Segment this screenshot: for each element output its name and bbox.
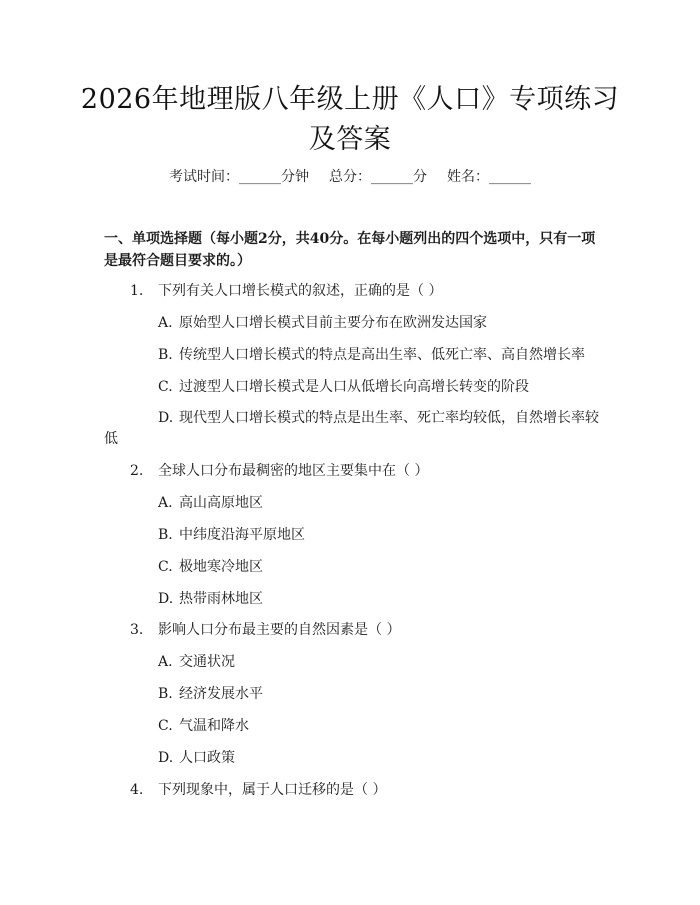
document-title-line2: 及答案 xyxy=(308,124,392,155)
section-heading-line2: 是最符合题目要求的。） xyxy=(104,253,251,269)
option-letter: B. xyxy=(158,527,173,543)
question-number: 1. xyxy=(130,283,144,299)
option-text: 中纬度沿海平原地区 xyxy=(179,527,305,543)
option-text: 交通状况 xyxy=(179,654,235,670)
option-letter: C. xyxy=(158,559,173,575)
question-text: 影响人口分布最主要的自然因素是（ ） xyxy=(158,622,401,638)
exam-meta-row xyxy=(0,166,700,188)
option-letter: A. xyxy=(158,654,173,670)
question-text: 下列现象中，属于人口迁移的是（ ） xyxy=(158,782,387,798)
option-text: 极地寒冷地区 xyxy=(179,559,263,575)
section-heading-line1: 一、单项选择题（每小题2分，共40分。在每小题列出的四个选项中，只有一项 xyxy=(104,231,596,247)
document-title-line1: 2026年地理版八年级上册《人口》专项练习 xyxy=(80,84,620,115)
option-letter: C. xyxy=(158,718,173,734)
option-text: 现代型人口增长模式的特点是出生率、死亡率均较低，自然增长率较 xyxy=(179,410,599,426)
question-number: 3. xyxy=(130,622,144,638)
option-text: 传统型人口增长模式的特点是高出生率、低死亡率、高自然增长率 xyxy=(179,347,585,363)
option-letter: B. xyxy=(158,686,173,702)
option-text: 原始型人口增长模式目前主要分布在欧洲发达国家 xyxy=(179,315,487,331)
option-text: 过渡型人口增长模式是人口从低增长向高增长转变的阶段 xyxy=(179,379,529,395)
option-letter: D. xyxy=(158,410,174,426)
exam-time-field: 考试时间：______分钟 xyxy=(169,169,309,185)
question-text: 全球人口分布最稠密的地区主要集中在（ ） xyxy=(158,463,429,479)
option-text: 经济发展水平 xyxy=(179,686,263,702)
option-letter: A. xyxy=(158,495,173,511)
option-letter: B. xyxy=(158,347,173,363)
option-text: 热带雨林地区 xyxy=(179,591,263,607)
total-score-field: 总分：______分 xyxy=(329,169,427,185)
option-text: 气温和降水 xyxy=(179,718,249,734)
option-letter: A. xyxy=(158,315,173,331)
option-letter: D. xyxy=(158,591,174,607)
option-letter: C. xyxy=(158,379,173,395)
question-text: 下列有关人口增长模式的叙述，正确的是（ ） xyxy=(158,283,443,299)
question-number: 2. xyxy=(130,463,144,479)
option-text-continued: 低 xyxy=(104,431,118,447)
question-number: 4. xyxy=(130,782,144,798)
option-text: 高山高原地区 xyxy=(179,495,263,511)
student-name-field: 姓名：______ xyxy=(447,169,531,185)
option-text: 人口政策 xyxy=(179,750,235,766)
option-letter: D. xyxy=(158,750,174,766)
